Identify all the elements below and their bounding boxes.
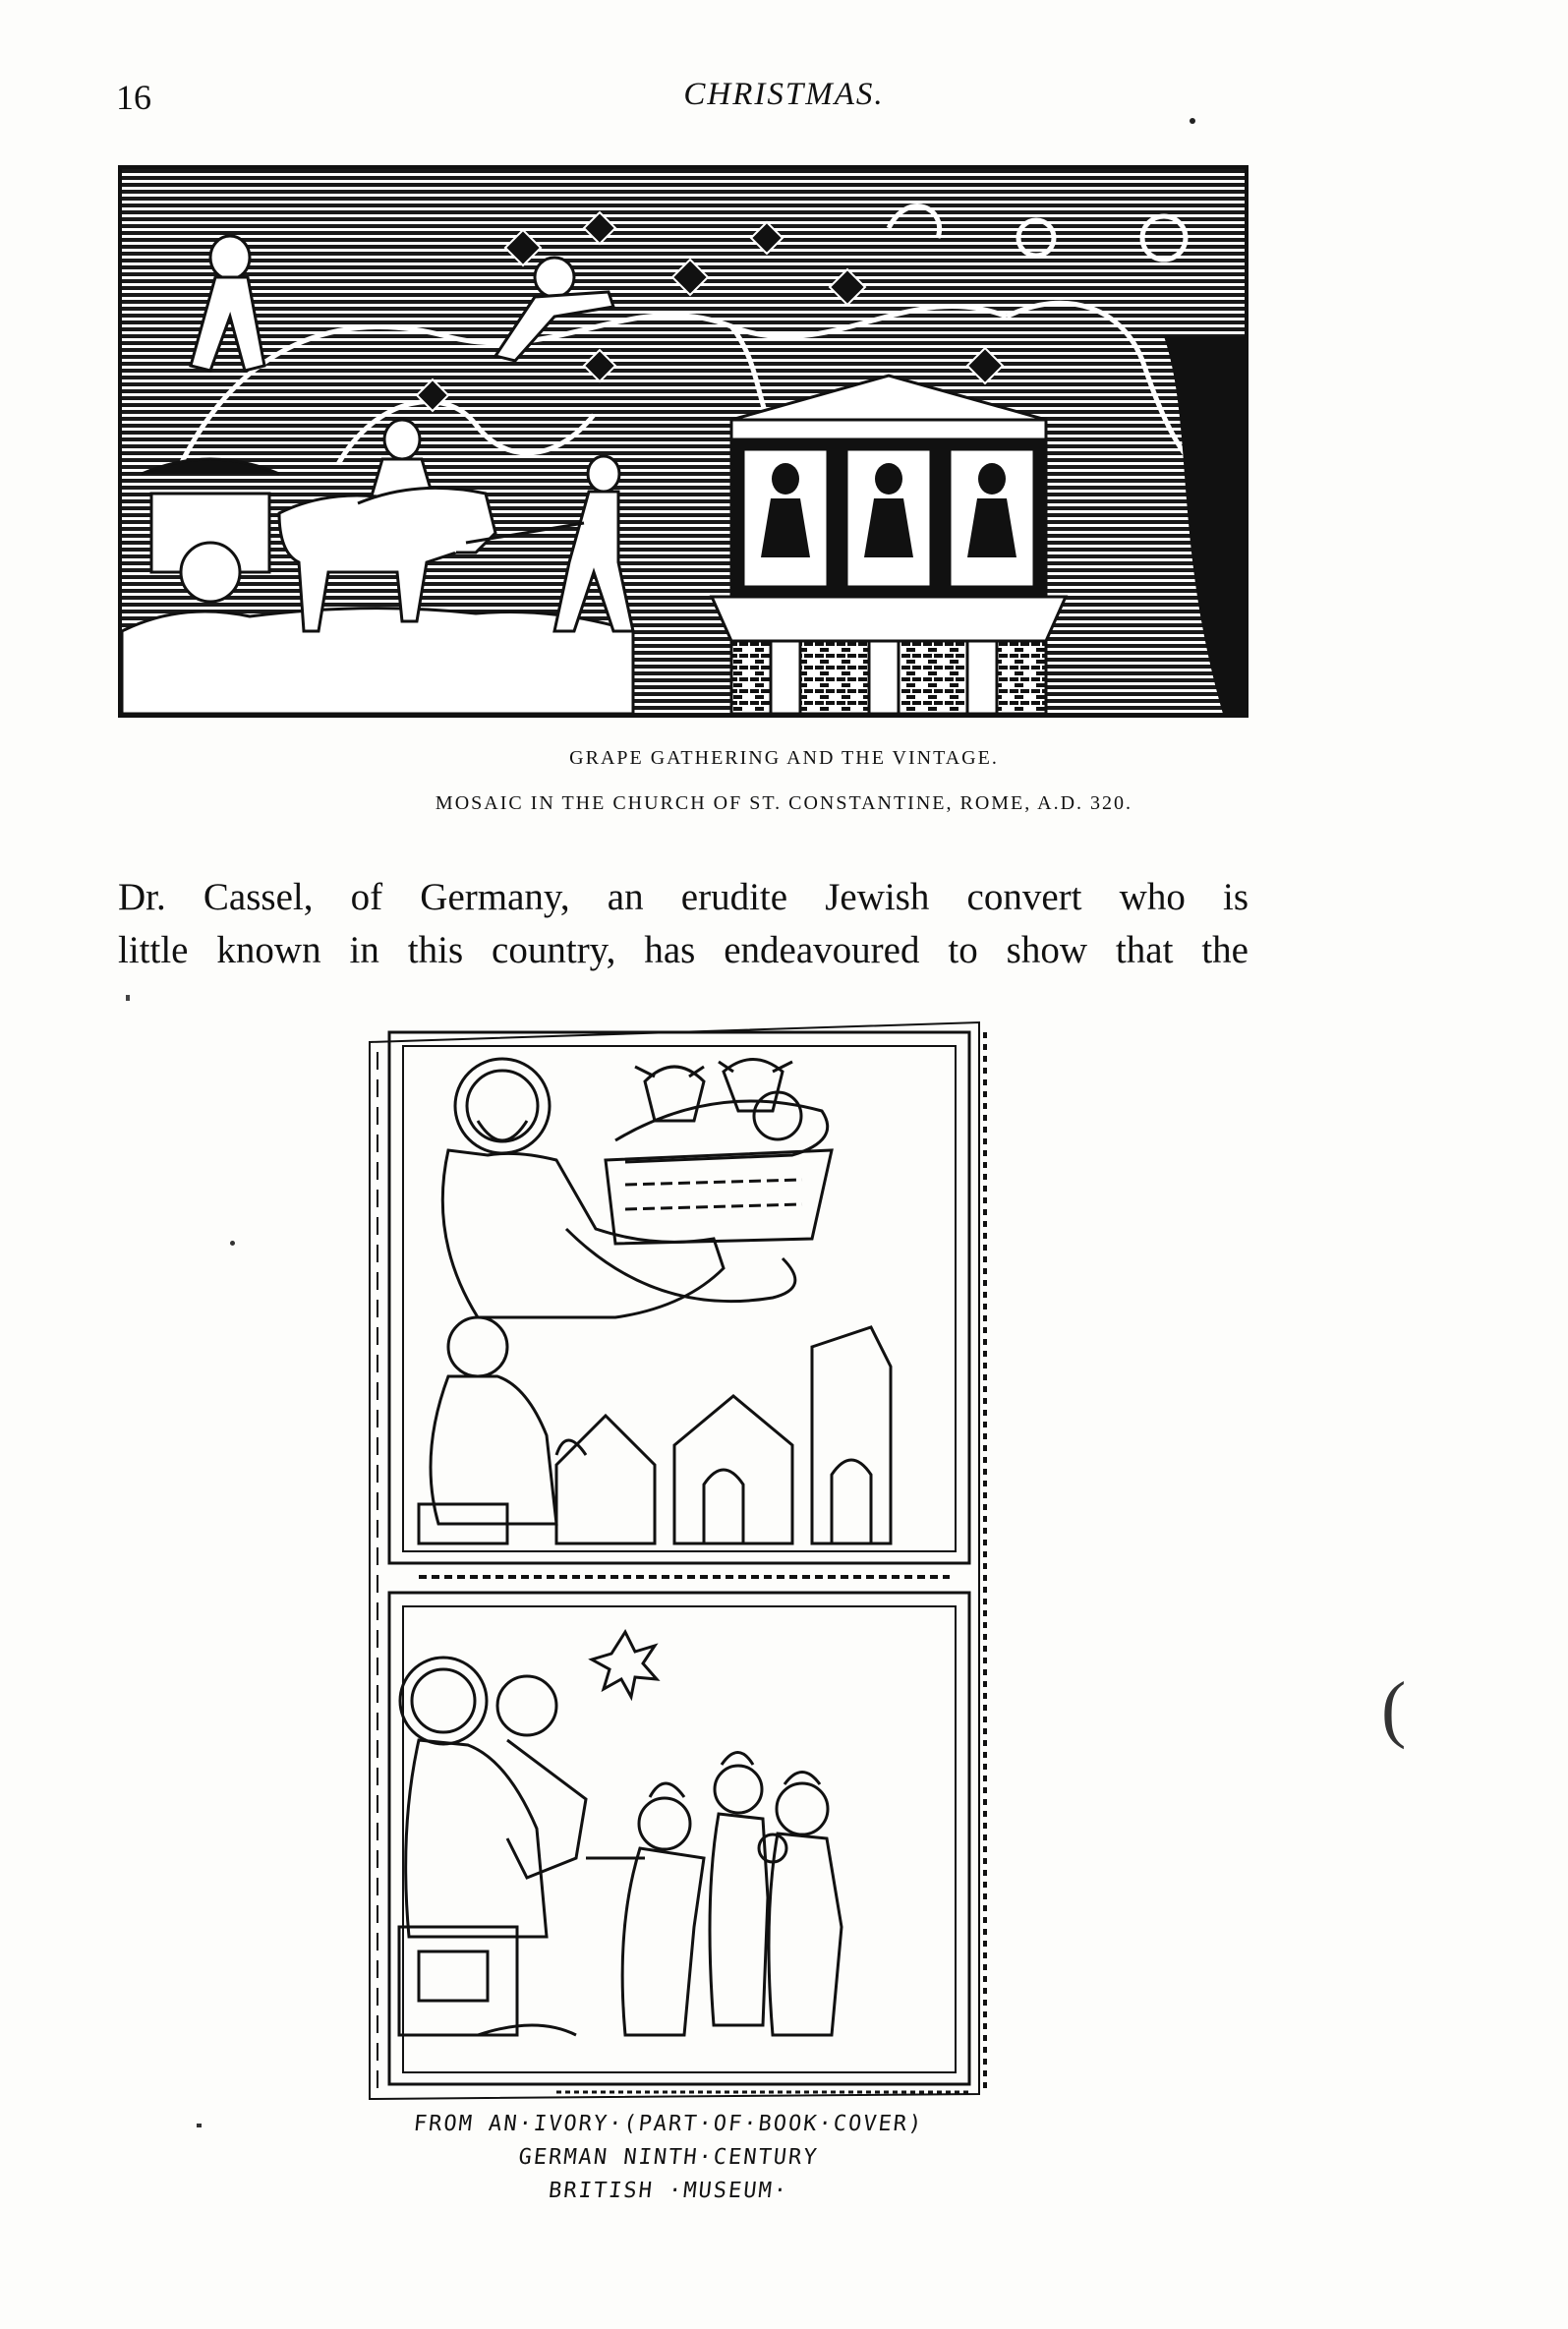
mosaic-illustration (118, 165, 1249, 718)
stray-parenthesis-mark: ( (1381, 1667, 1407, 1750)
ivory-caption-source: FROM AN·IVORY·(PART·OF·BOOK·COVER) (412, 2112, 925, 2136)
stray-mark (126, 995, 130, 1001)
figure-caption-title: GRAPE GATHERING AND THE VINTAGE. (569, 747, 999, 769)
ivory-illustration (360, 993, 999, 2114)
mosaic-drawing (122, 169, 1245, 714)
stray-mark (197, 2124, 202, 2127)
ivory-caption-date: GERMAN NINTH·CENTURY (517, 2145, 820, 2170)
stray-mark (1190, 118, 1195, 124)
ivory-caption-collection: BRITISH ·MUSEUM· (547, 2179, 790, 2203)
running-title: CHRISTMAS. (683, 77, 885, 112)
figure-caption-source: MOSAIC IN THE CHURCH OF ST. CONSTANTINE, ROME, A.D. 320. (435, 792, 1133, 814)
stray-mark (230, 1241, 235, 1246)
ivory-drawing (360, 993, 999, 2114)
body-text-line: Dr. Cassel, of Germany, an erudite Jewish convert who is (118, 876, 1249, 918)
page-number: 16 (116, 78, 151, 117)
body-text-line: little known in this country, has endeavoured to show that the (118, 929, 1249, 971)
